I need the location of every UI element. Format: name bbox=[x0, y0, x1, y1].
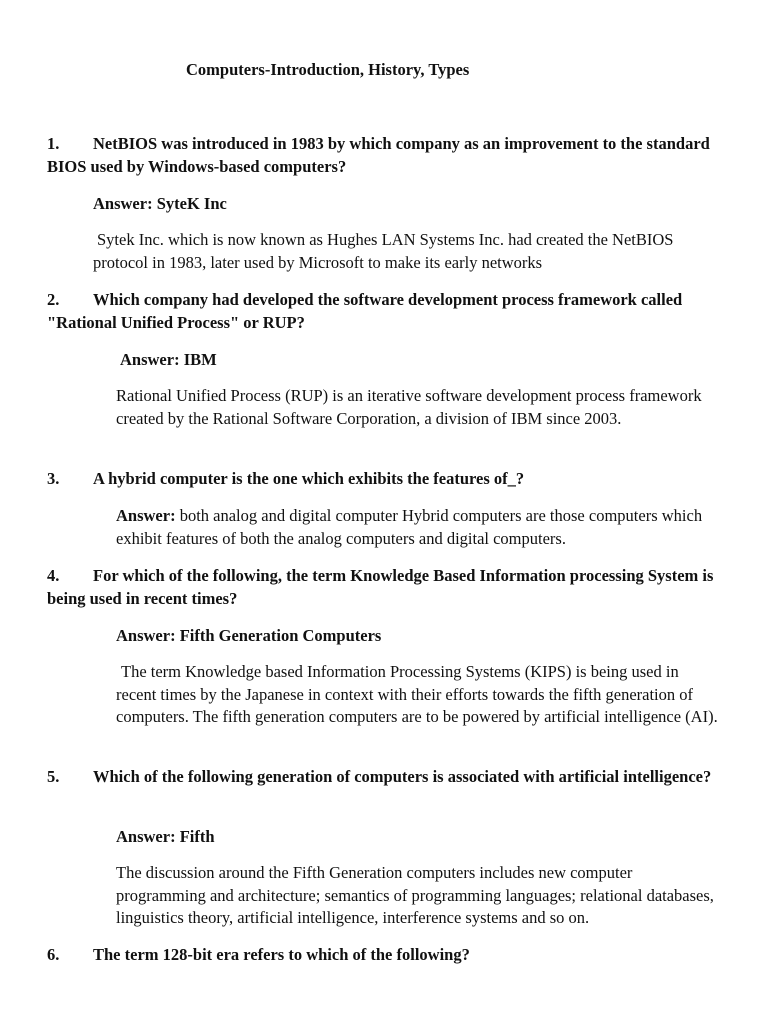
answer-4: Answer: Fifth Generation Computers bbox=[116, 626, 382, 645]
question-text: A hybrid computer is the one which exhibits the features of_? bbox=[93, 469, 525, 488]
page-title: Computers-Introduction, History, Types bbox=[186, 60, 470, 79]
answer-text: both analog and digital computer Hybrid computers are those computers which exhibit features of both the analog computers and digital computers. bbox=[116, 506, 703, 548]
explanation-4: The term Knowledge based Information Processing Systems (KIPS) is being used in recent times by the Japanese in context with their efforts towards the fifth generation of computers. The fifth generation computers are to be powered by artificial intelligence (AI). bbox=[116, 662, 718, 726]
explanation-1: Sytek Inc. which is now known as Hughes LAN Systems Inc. had created the NetBIOS protocol in 1983, later used by Microsoft to make its early networks bbox=[93, 230, 674, 272]
question-number: 5. bbox=[47, 767, 60, 786]
answer-5: Answer: Fifth bbox=[116, 827, 215, 846]
question-number: 1. bbox=[47, 134, 60, 153]
question-2 bbox=[47, 288, 727, 334]
question-number: 2. bbox=[47, 290, 60, 309]
answer-1: Answer: SyteK Inc bbox=[93, 194, 227, 213]
answer-2: Answer: IBM bbox=[120, 350, 217, 369]
question-5 bbox=[47, 765, 727, 788]
answer-label: Answer: bbox=[116, 506, 176, 525]
question-4 bbox=[47, 564, 727, 610]
question-text: For which of the following, the term Knowledge Based Information processing System is being used in recent times? bbox=[47, 566, 714, 608]
question-text: NetBIOS was introduced in 1983 by which company as an improvement to the standard BIOS used by Windows-based computers? bbox=[47, 134, 710, 176]
question-3 bbox=[47, 467, 727, 490]
explanation-5: The discussion around the Fifth Generation computers includes new computer programming and architecture; semantics of programming languages; relational databases, linguistics theory, artificial intelligence, interference systems and so on. bbox=[116, 863, 714, 927]
question-text: Which company had developed the software development process framework called "Rational Unified Process" or RUP? bbox=[47, 290, 683, 332]
question-number: 6. bbox=[47, 945, 60, 964]
explanation-3 bbox=[116, 505, 721, 550]
explanation-2: Rational Unified Process (RUP) is an iterative software development process framework created by the Rational Software Corporation, a division of IBM since 2003. bbox=[116, 386, 702, 428]
question-1 bbox=[47, 132, 727, 178]
question-text: Which of the following generation of computers is associated with artificial intelligence? bbox=[93, 767, 712, 786]
question-number: 3. bbox=[47, 469, 60, 488]
question-text: The term 128-bit era refers to which of the following? bbox=[93, 945, 470, 964]
question-number: 4. bbox=[47, 566, 60, 585]
question-6 bbox=[47, 943, 727, 966]
